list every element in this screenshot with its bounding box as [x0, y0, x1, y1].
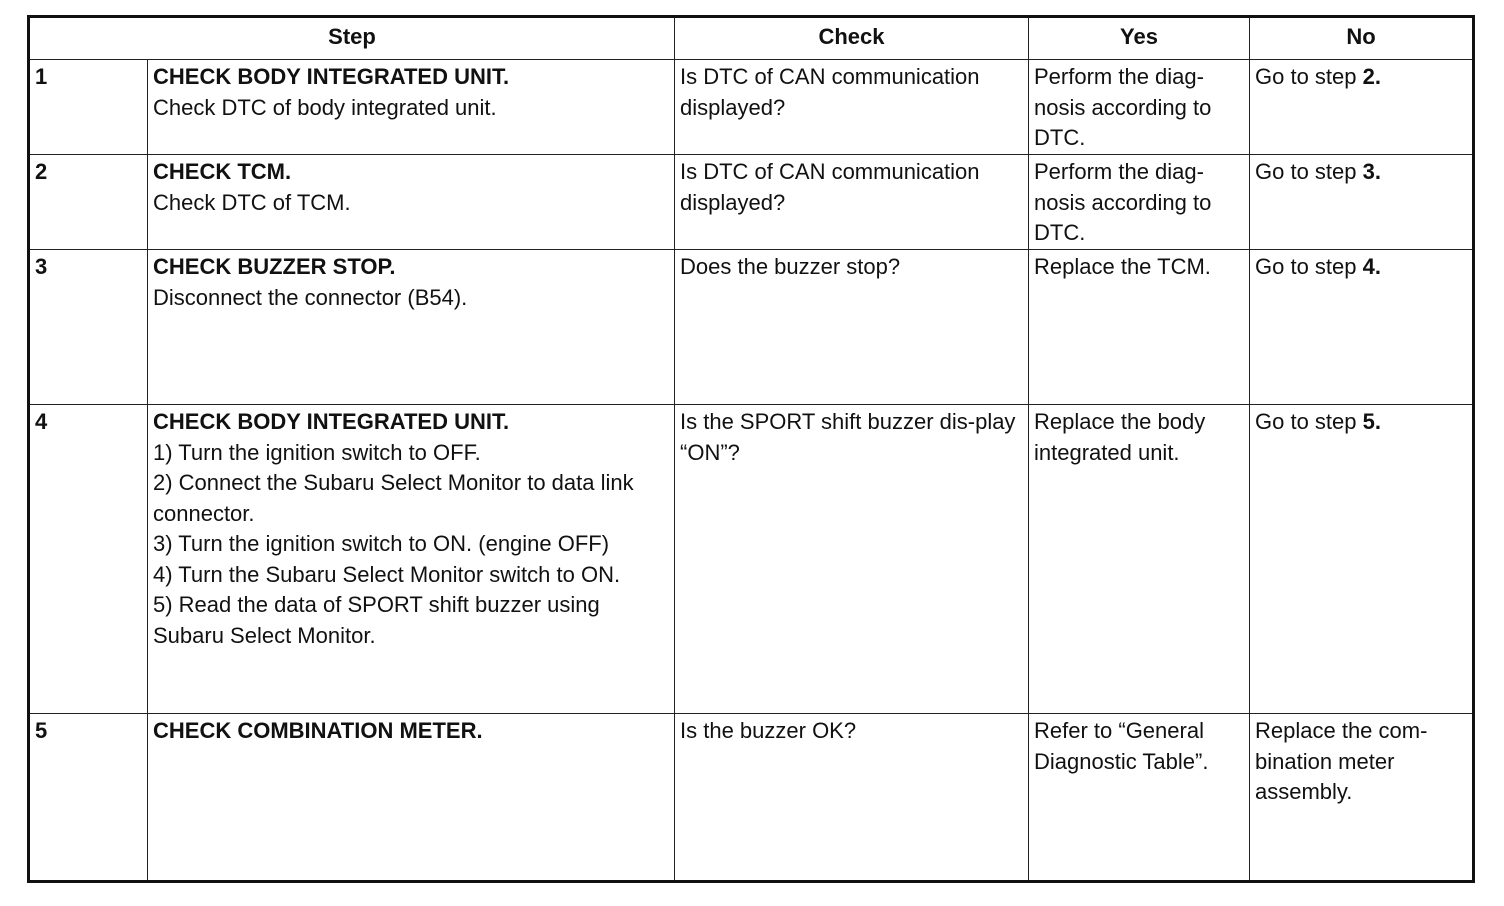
step-instruction: Check DTC of body integrated unit.: [153, 94, 497, 120]
check-cell: Does the buzzer stop?: [675, 250, 1029, 405]
step-number: 4: [29, 405, 148, 714]
no-prefix: Go to step: [1255, 159, 1363, 184]
no-prefix: Go to step: [1255, 64, 1363, 89]
step-instruction: Check DTC of TCM.: [153, 189, 351, 215]
table-row: [29, 714, 1474, 882]
no-step-ref: 5.: [1362, 409, 1381, 434]
step-title: CHECK BUZZER STOP.: [153, 254, 396, 279]
header-no: No: [1250, 17, 1474, 60]
no-cell: [1250, 60, 1474, 155]
no-step-ref: 4.: [1362, 254, 1381, 279]
yes-cell: Perform the diag-nosis according to DTC.: [1029, 155, 1250, 250]
diagnostic-table: [27, 15, 1475, 883]
no-prefix: Go to step: [1255, 254, 1363, 279]
header-row: [29, 17, 1474, 60]
step-description: [148, 714, 675, 882]
yes-cell: Perform the diag-nosis according to DTC.: [1029, 60, 1250, 155]
step-number: 5: [29, 714, 148, 882]
step-instruction: 5) Read the data of SPORT shift buzzer using Subaru Select Monitor.: [153, 592, 600, 648]
step-number: 2: [29, 155, 148, 250]
step-instruction: 4) Turn the Subaru Select Monitor switch to ON.: [153, 561, 621, 587]
header-check: Check: [675, 17, 1029, 60]
no-prefix: Go to step: [1255, 409, 1363, 434]
step-title: CHECK BODY INTEGRATED UNIT.: [153, 64, 510, 89]
yes-cell: Replace the TCM.: [1029, 250, 1250, 405]
no-cell: [1250, 405, 1474, 714]
step-title: CHECK COMBINATION METER.: [153, 718, 483, 743]
step-number: 1: [29, 60, 148, 155]
step-instruction: 3) Turn the ignition switch to ON. (engine OFF): [153, 531, 610, 556]
no-cell: [1250, 155, 1474, 250]
step-description: [148, 60, 675, 155]
table-row: [29, 60, 1474, 155]
table-row: [29, 155, 1474, 250]
step-description: [148, 405, 675, 714]
header-step: Step: [29, 17, 675, 60]
no-step-ref: 3.: [1362, 159, 1381, 184]
no-step-ref: 2.: [1362, 64, 1381, 89]
step-description: [148, 155, 675, 250]
yes-cell: Refer to “General Diagnostic Table”.: [1029, 714, 1250, 882]
check-cell: Is the SPORT shift buzzer dis-play “ON”?: [675, 405, 1029, 714]
no-cell: [1250, 250, 1474, 405]
step-description: [148, 250, 675, 405]
step-instruction: 2) Connect the Subaru Select Monitor to data link connector.: [153, 470, 634, 526]
header-yes: Yes: [1029, 17, 1250, 60]
step-title: CHECK TCM.: [153, 159, 292, 184]
no-cell: Replace the com-bination meter assembly.: [1250, 714, 1474, 882]
table-row: [29, 250, 1474, 405]
step-number: 3: [29, 250, 148, 405]
step-instruction: 1) Turn the ignition switch to OFF.: [153, 439, 481, 465]
yes-cell: Replace the body integrated unit.: [1029, 405, 1250, 714]
step-instruction: Disconnect the connector (B54).: [153, 284, 468, 310]
check-cell: Is DTC of CAN communication displayed?: [675, 155, 1029, 250]
check-cell: Is the buzzer OK?: [675, 714, 1029, 882]
check-cell: Is DTC of CAN communication displayed?: [675, 60, 1029, 155]
step-title: CHECK BODY INTEGRATED UNIT.: [153, 409, 510, 434]
table-row: [29, 405, 1474, 714]
